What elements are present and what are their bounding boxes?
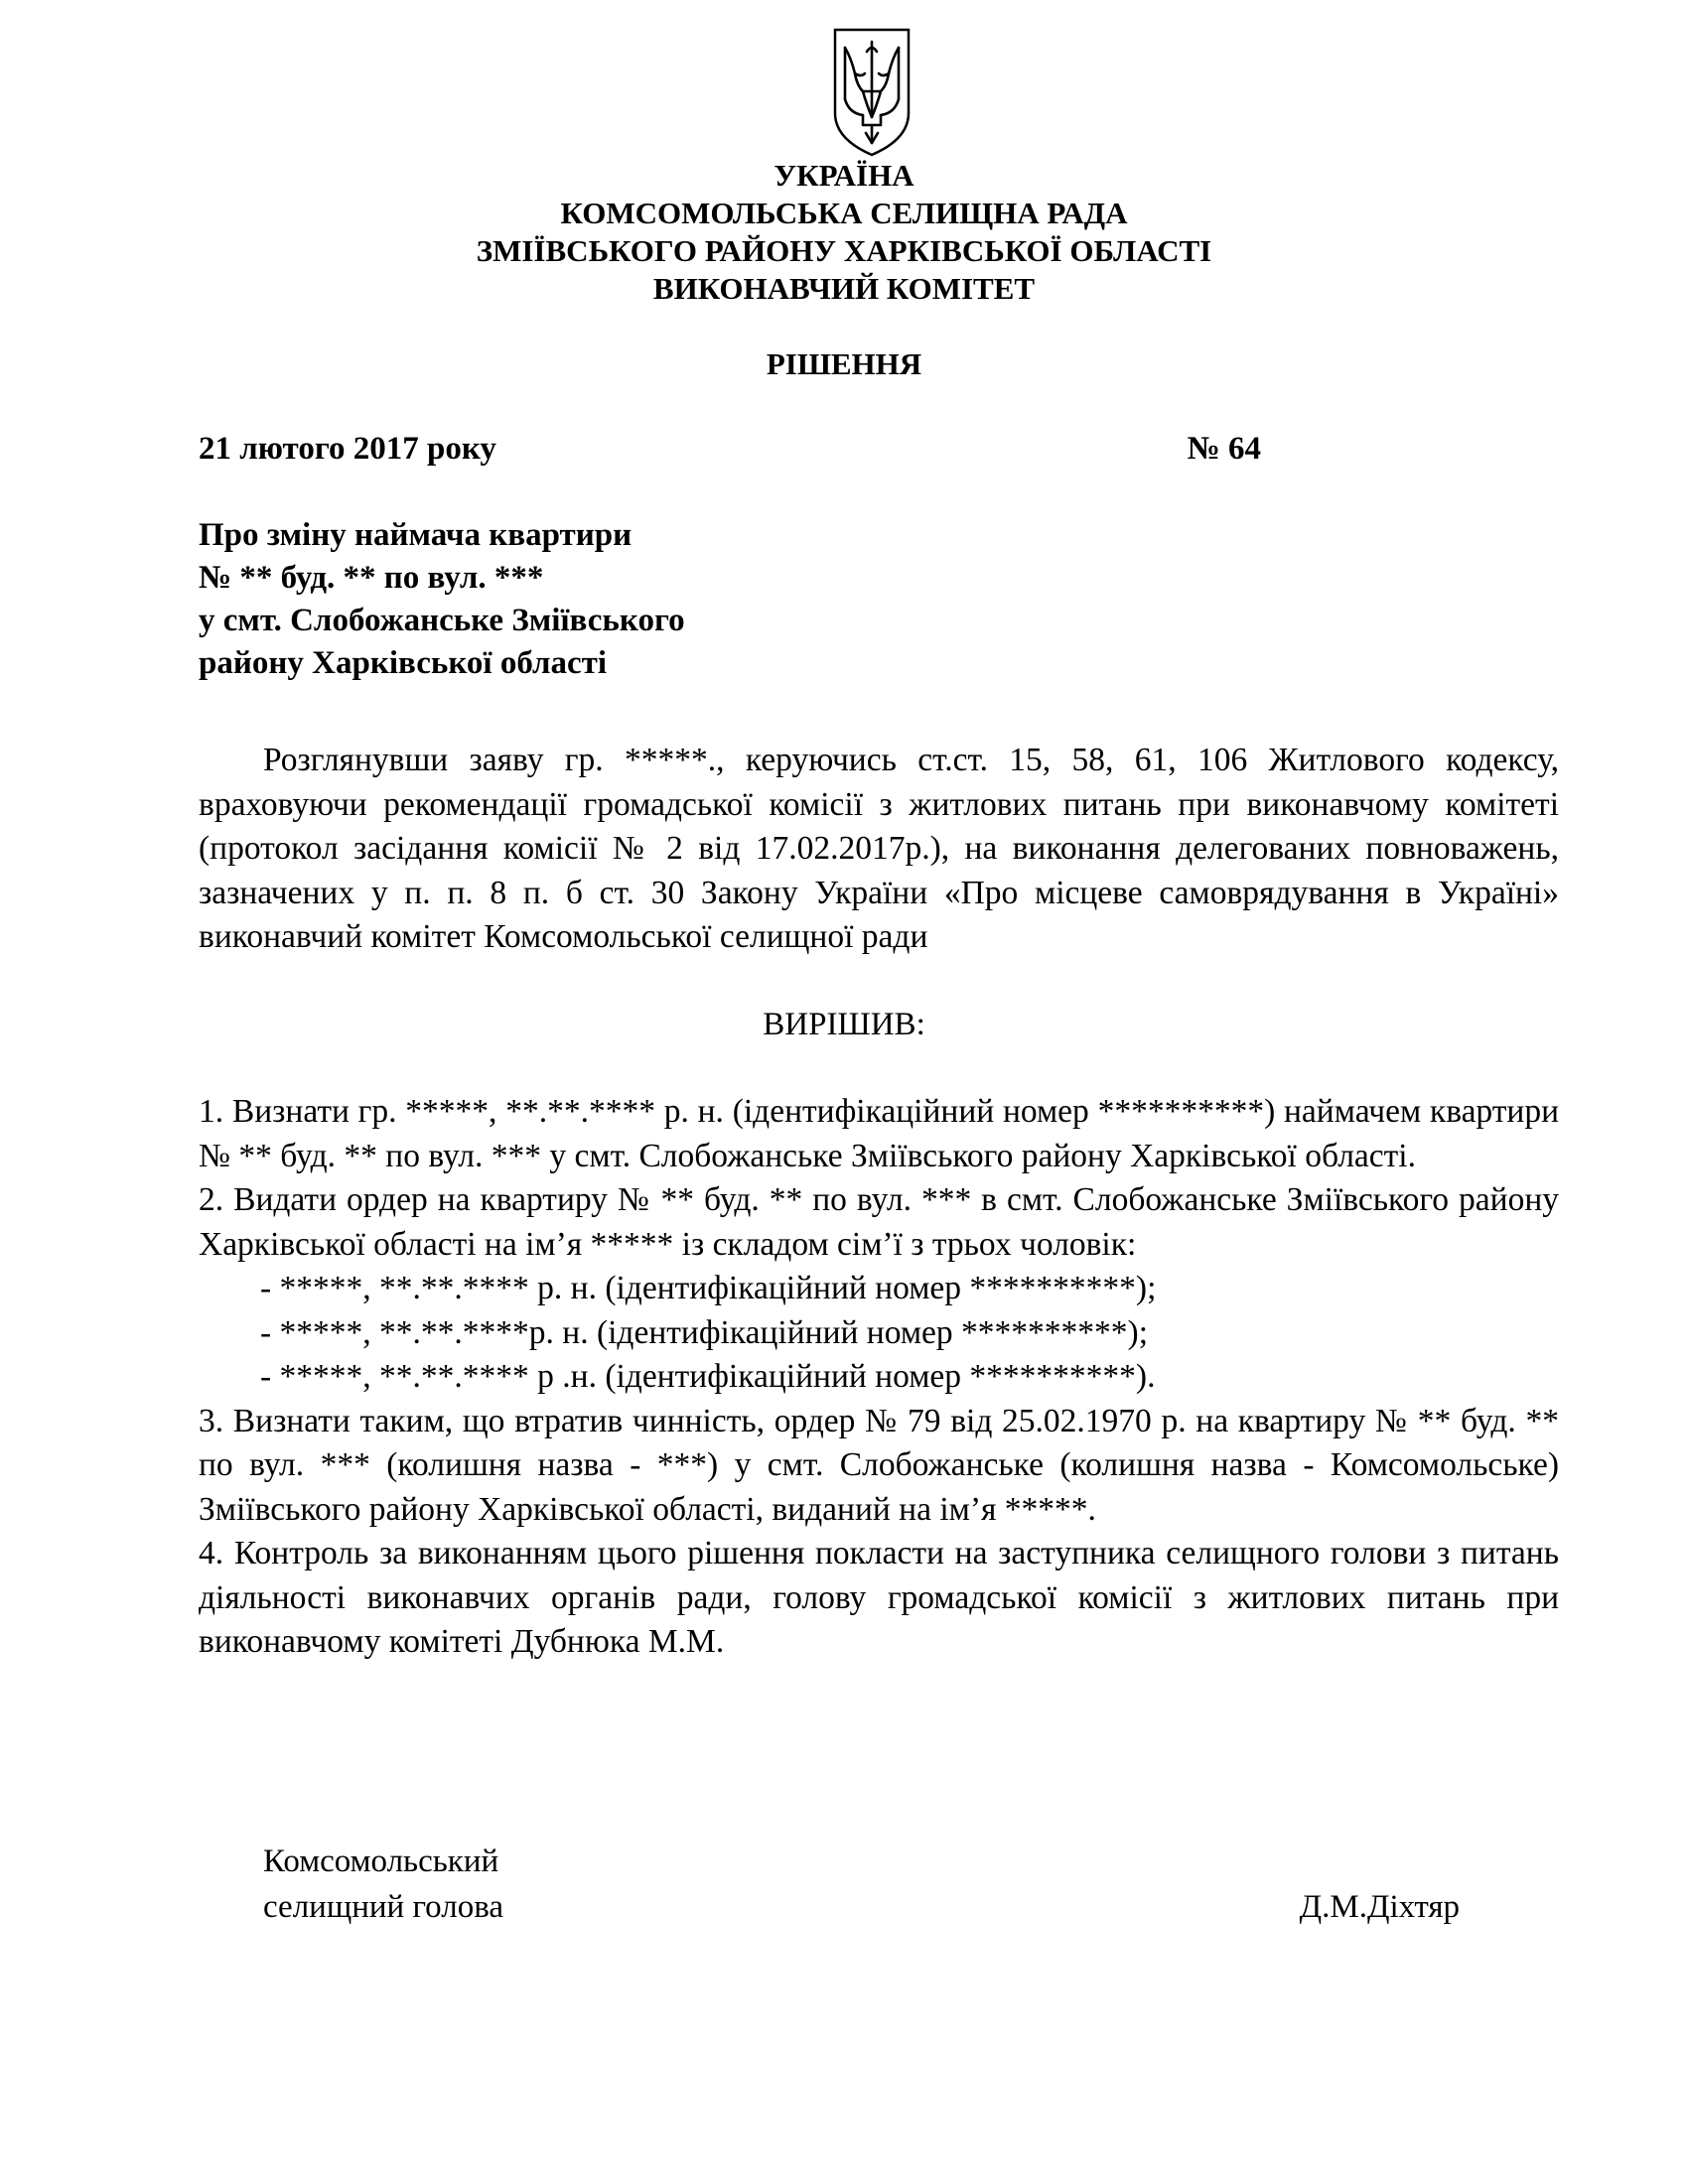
district-name: ЗМІЇВСЬКОГО РАЙОНУ ХАРКІВСЬКОЇ ОБЛАСТІ <box>476 233 1212 268</box>
resolved-heading: ВИРІШИВ: <box>763 1007 925 1042</box>
committee-name: ВИКОНАВЧИЙ КОМІТЕТ <box>652 271 1036 306</box>
subject-line: у смт. Слобожанське Зміївського <box>199 603 685 638</box>
subject-line: № ** буд. ** по вул. *** <box>199 560 544 596</box>
signatory-position: Комсомольський <box>263 1843 499 1879</box>
country-name: УКРАЇНА <box>774 158 914 193</box>
signatory-name: Д.М.Діхтяр <box>1299 1889 1460 1925</box>
signature-block <box>263 1839 1460 1930</box>
decision-item: 4. Контроль за виконанням цього рішення покласти на заступника селищного голови з питань діяльності виконавчих органів ради, голову громадської комісії з житлових питань при виконавчому комітеті Дубнюка М.М. <box>199 1535 1559 1660</box>
decision-title: РІШЕННЯ <box>766 346 922 381</box>
family-member: - *****, **.**.****р. н. (ідентифікаційний номер **********); <box>260 1313 1148 1351</box>
decision-subject <box>199 514 685 685</box>
decision-item: 2. Видати ордер на квартиру № ** буд. ** по вул. *** в смт. Слобожанське Зміївського району Харківської області на ім’я ***** із складом сім’ї з трьох чоловік: <box>199 1181 1559 1263</box>
family-member: - *****, **.**.**** р .н. (ідентифікаційний номер **********). <box>260 1358 1156 1395</box>
decision-date: 21 лютого 2017 року <box>199 431 496 467</box>
subject-line: Про зміну наймача квартири <box>199 517 633 553</box>
decision-items <box>199 1090 1559 1665</box>
letterhead <box>0 157 1688 308</box>
trident-coat-of-arms-icon <box>827 22 916 161</box>
preamble-paragraph: Розглянувши заяву гр. *****., керуючись ст.ст. 15, 58, 61, 106 Житлового кодексу, враховуючи рекомендації громадської комісії з житлових питань при виконавчому комітеті (протокол засідання комісії № 2 від 17.02.2017р.), на виконання делегованих повноважень, зазначених у п. п. 8 п. б ст. 30 Закону України «Про місцеве самоврядування в Україні» виконавчий комітет Комсомольської селищної ради <box>199 742 1559 955</box>
date-line <box>199 429 1261 469</box>
decision-item: 1. Визнати гр. *****, **.**.**** р. н. (ідентифікаційний номер **********) наймачем квартири № ** буд. ** по вул. *** у смт. Слобожанське Зміївського району Харківської області. <box>199 1093 1559 1174</box>
council-name: КОМСОМОЛЬСЬКА СЕЛИЩНА РАДА <box>560 196 1128 230</box>
subject-line: району Харківської області <box>199 645 608 681</box>
decision-number: № 64 <box>1187 431 1261 467</box>
signatory-position: селищний голова <box>263 1889 504 1925</box>
decision-item: 3. Визнати таким, що втратив чинність, ордер № 79 від 25.02.1970 р. на квартиру № ** буд. ** по вул. *** (колишня назва - ***) у смт. Слобожанське (колишня назва - Комсомольське) Зміївського району Харківської області, виданий на ім’я *****. <box>199 1402 1559 1528</box>
family-member: - *****, **.**.**** р. н. (ідентифікаційний номер **********); <box>260 1270 1157 1306</box>
